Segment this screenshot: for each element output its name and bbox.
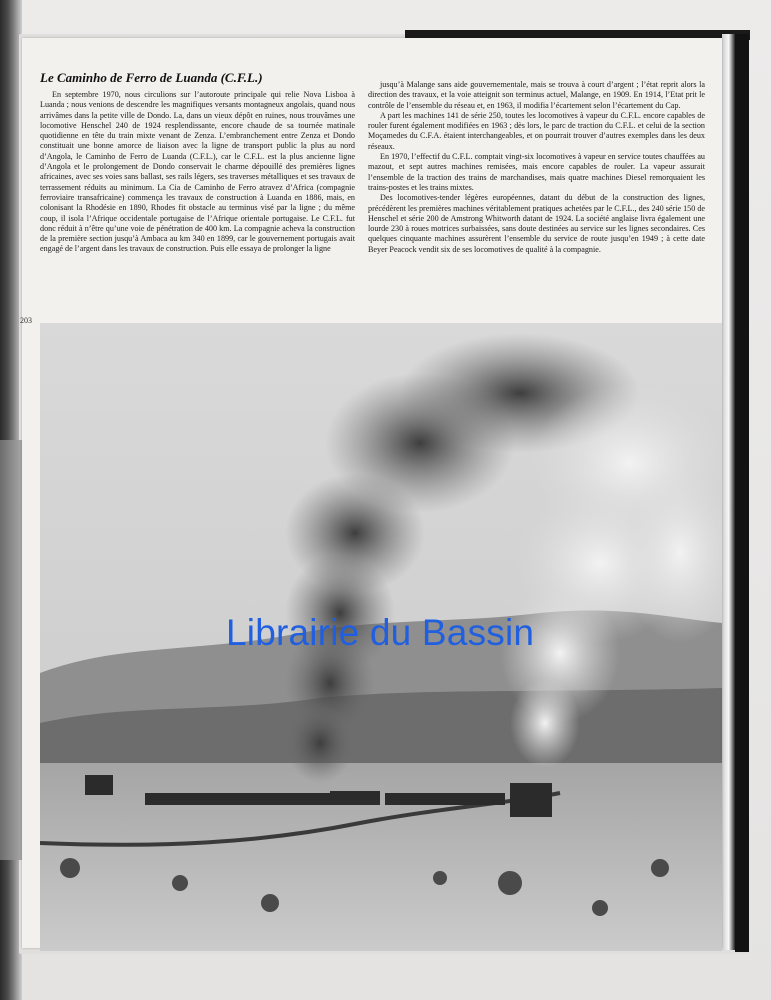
watermark: Librairie du Bassin	[226, 612, 535, 653]
page-number: 203	[20, 316, 32, 325]
ground	[40, 763, 722, 951]
paragraph: jusqu’à Malange sans aide gouvernementale, mais se trouva à court d’argent ; l’état reprit alors la direction des travaux, et la voie atteignit son terminus actuel, Malange, en 1909. En 1914, l’Etat prit le contrôle de l’ensemble du réseau et, en 1963, il modifia l’écartement selon l’écartement du Cap.	[368, 80, 705, 110]
paragraph: En septembre 1970, nous circulions sur l’autoroute principale qui relie Nova Lisboa à Luanda ; nous venions de descendre les magnifiques versants montagneux angolais, quand nous arrivâmes dans la petite ville de Dondo. La, dans un vieux dépôt en ruines, nous trouvâmes une locomotive Henschel 240 de 1924 resplendissante, encore chaude de sa tournée matinale quotidienne en tête du train mixte venant de Zenza. L’embranchement entre Zenza et Dondo constituait une bonne amorce de liaison avec la ligne de transport public la plus au nord d’Angola, le Caminho de Ferro de Luanda (C.F.L.), car le C.F.L. est la plus ancienne ligne d’Angola et le prolongement de Dondo conservait le charme dépouillé des premières lignes africaines, avec ses voies sans ballast, ses rails légers, ses traverses métalliques et ses travaux de terrassement réduits au minimum. La Cia de Caminho de Ferro atravez d’Africa (compagnie ferroviaire transafricaine) commença les travaux de construction à Luanda en 1886, mais, en colonisant la Rhodésie en 1890, Rhodes fit obstacle au terminus visé par la ligne ; du même coup, il isola l’Afrique occidentale portugaise de l’Afrique orientale portugaise. Le C.F.L. fut donc réduit à n’être qu’une voie de pénétration de 400 km. La compagnie acheva la construction de la première section jusqu’à Ambaca au km 340 en 1899, car le gouvernement portugais avait engagé de l’argent dans les travaux de construction. Puis elle essaya de prolonger la ligne	[40, 90, 355, 254]
text-column-left	[40, 90, 355, 255]
paragraph: A part les machines 141 de série 250, toutes les locomotives à vapeur du C.F.L. encore capables de rouler furent également modifiées en 1963 ; dès lors, le parc de traction du C.F.L. et celui de la section Moçamedes du C.F.A. étaient interchangeables, et on pourrait trouver d’autres exemples dans les deux réseaux.	[368, 110, 705, 151]
paragraph: Des locomotives-tender légères européennes, datant du début de la construction des lignes, précédèrent les premières machines véritablement pratiques achetées par le C.F.L., des 240 série 150 de Henschel et série 200 de Amstrong Whitworth datant de 1924. La société anglaise livra également une lourde 230 à roues motrices surbaissées, sans doute destinées au service sur les lignes secondaires. Ces quelques cinquante machines assurèrent l’ensemble du service de route jusqu’en 1949 ; à cette date Beyer Peacock vendit six de ses locomotives de qualité à la compagnie.	[368, 193, 705, 254]
text-column-right	[368, 80, 705, 255]
article-title: Le Caminho de Ferro de Luanda (C.F.L.)	[40, 70, 263, 85]
paragraph: En 1970, l’effectif du C.F.L. comptait vingt-six locomotives à vapeur en service toutes chauffées au mazout, et sept autres machines remisées, mais encore capables de rouler. La vapeur assurait l’ensemble de la traction des trains de marchandises, mais quatre machines Diesel remorquaient les trains-postes et les trains mixtes.	[368, 152, 705, 192]
book-cover-edge	[735, 34, 749, 952]
